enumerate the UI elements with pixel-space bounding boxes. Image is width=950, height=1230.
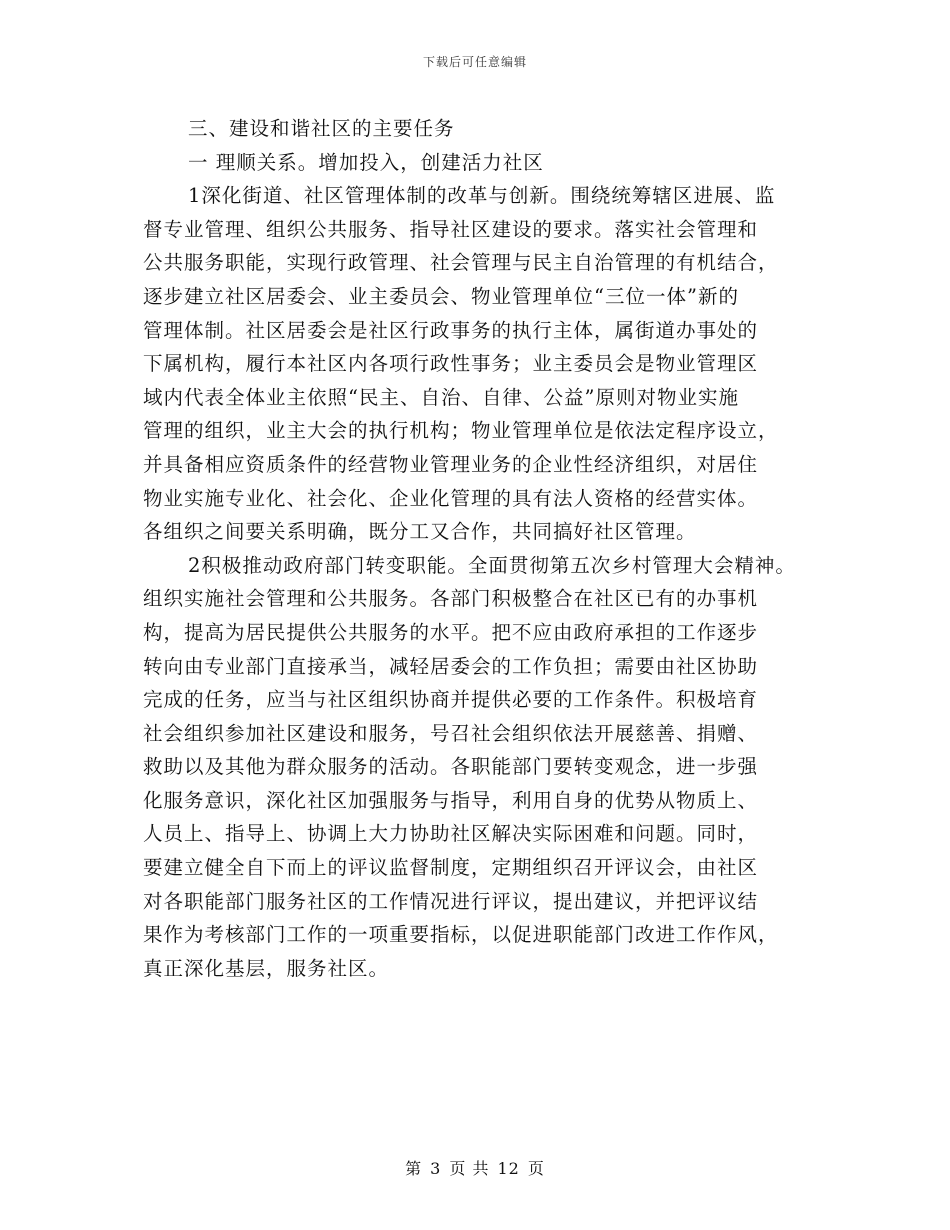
paragraph-line: 物业实施专业化、社会化、企业化管理的具有法人资格的经营实体。 xyxy=(143,486,759,510)
page-label-middle: 页 共 xyxy=(449,1159,490,1178)
paragraph-line: 构，提高为居民提供公共服务的水平。把不应由政府承担的工作逐步 xyxy=(143,620,759,644)
paragraph-line: 管理的组织，业主大会的执行机构；物业管理单位是依法定程序设立， xyxy=(143,419,779,443)
paragraph-line: 人员上、指导上、协调上大力协助社区解决实际困难和问题。同时， xyxy=(143,822,759,846)
paragraph-line: 对各职能部门服务社区的工作情况进行评议，提出建议，并把评议结 xyxy=(143,889,759,913)
paragraph-line: 救助以及其他为群众服务的活动。各职能部门要转变观念，进一步强 xyxy=(143,755,759,779)
page-header: 下载后可任意编辑 xyxy=(422,55,527,69)
page-label-prefix: 第 xyxy=(405,1159,423,1178)
paragraph-line: 逐步建立社区居委会、业主委员会、物业管理单位“三位一体”新的 xyxy=(143,284,739,308)
page-number: 3 xyxy=(430,1159,442,1178)
paragraph-line: 2积极推动政府部门转变职能。全面贯彻第五次乡村管理大会精神。 xyxy=(188,553,796,577)
paragraph-line: 果作为考核部门工作的一项重要指标，以促进职能部门改进工作作风， xyxy=(143,923,779,947)
total-pages: 12 xyxy=(497,1159,520,1178)
paragraph-line: 要建立健全自下而上的评议监督制度，定期组织召开评议会，由社区 xyxy=(143,856,759,880)
paragraph-line: 1深化街道、社区管理体制的改革与创新。围绕统筹辖区进展、监 xyxy=(188,184,776,208)
document-body xyxy=(143,112,833,985)
subsection-heading: 一 理顺关系。增加投入，创建活力社区 xyxy=(188,150,544,174)
paragraph-line: 域内代表全体业主依照“民主、自治、自律、公益”原则对物业实施 xyxy=(143,385,739,409)
paragraph-line: 督专业管理、组织公共服务、指导社区建设的要求。落实社会管理和 xyxy=(143,217,759,241)
paragraph-line: 各组织之间要关系明确，既分工又合作，共同搞好社区管理。 xyxy=(143,520,697,544)
paragraph-line: 下属机构，履行本社区内各项行政性事务；业主委员会是物业管理区 xyxy=(143,352,759,376)
paragraph-line: 转向由专业部门直接承当，减轻居委会的工作负担；需要由社区协助 xyxy=(143,654,759,678)
paragraph-line: 并具备相应资质条件的经营物业管理业务的企业性经济组织，对居住 xyxy=(143,452,759,476)
paragraph-line: 社会组织参加社区建设和服务，号召社会组织依法开展慈善、捐赠、 xyxy=(143,721,759,745)
paragraph-line: 组织实施社会管理和公共服务。各部门积极整合在社区已有的办事机 xyxy=(143,587,759,611)
paragraph-line: 化服务意识，深化社区加强服务与指导，利用自身的优势从物质上、 xyxy=(143,788,759,812)
paragraph-line: 完成的任务，应当与社区组织协商并提供必要的工作条件。积极培育 xyxy=(143,688,759,712)
page-footer xyxy=(0,1156,950,1179)
paragraph-line: 公共服务职能，实现行政管理、社会管理与民主自治管理的有机结合， xyxy=(143,251,779,275)
paragraph-line: 真正深化基层，服务社区。 xyxy=(143,956,390,980)
section-heading: 三、建设和谐社区的主要任务 xyxy=(188,117,455,140)
page-label-suffix: 页 xyxy=(527,1159,545,1178)
paragraph-line: 管理体制。社区居委会是社区行政事务的执行主体，属街道办事处的 xyxy=(143,318,759,342)
